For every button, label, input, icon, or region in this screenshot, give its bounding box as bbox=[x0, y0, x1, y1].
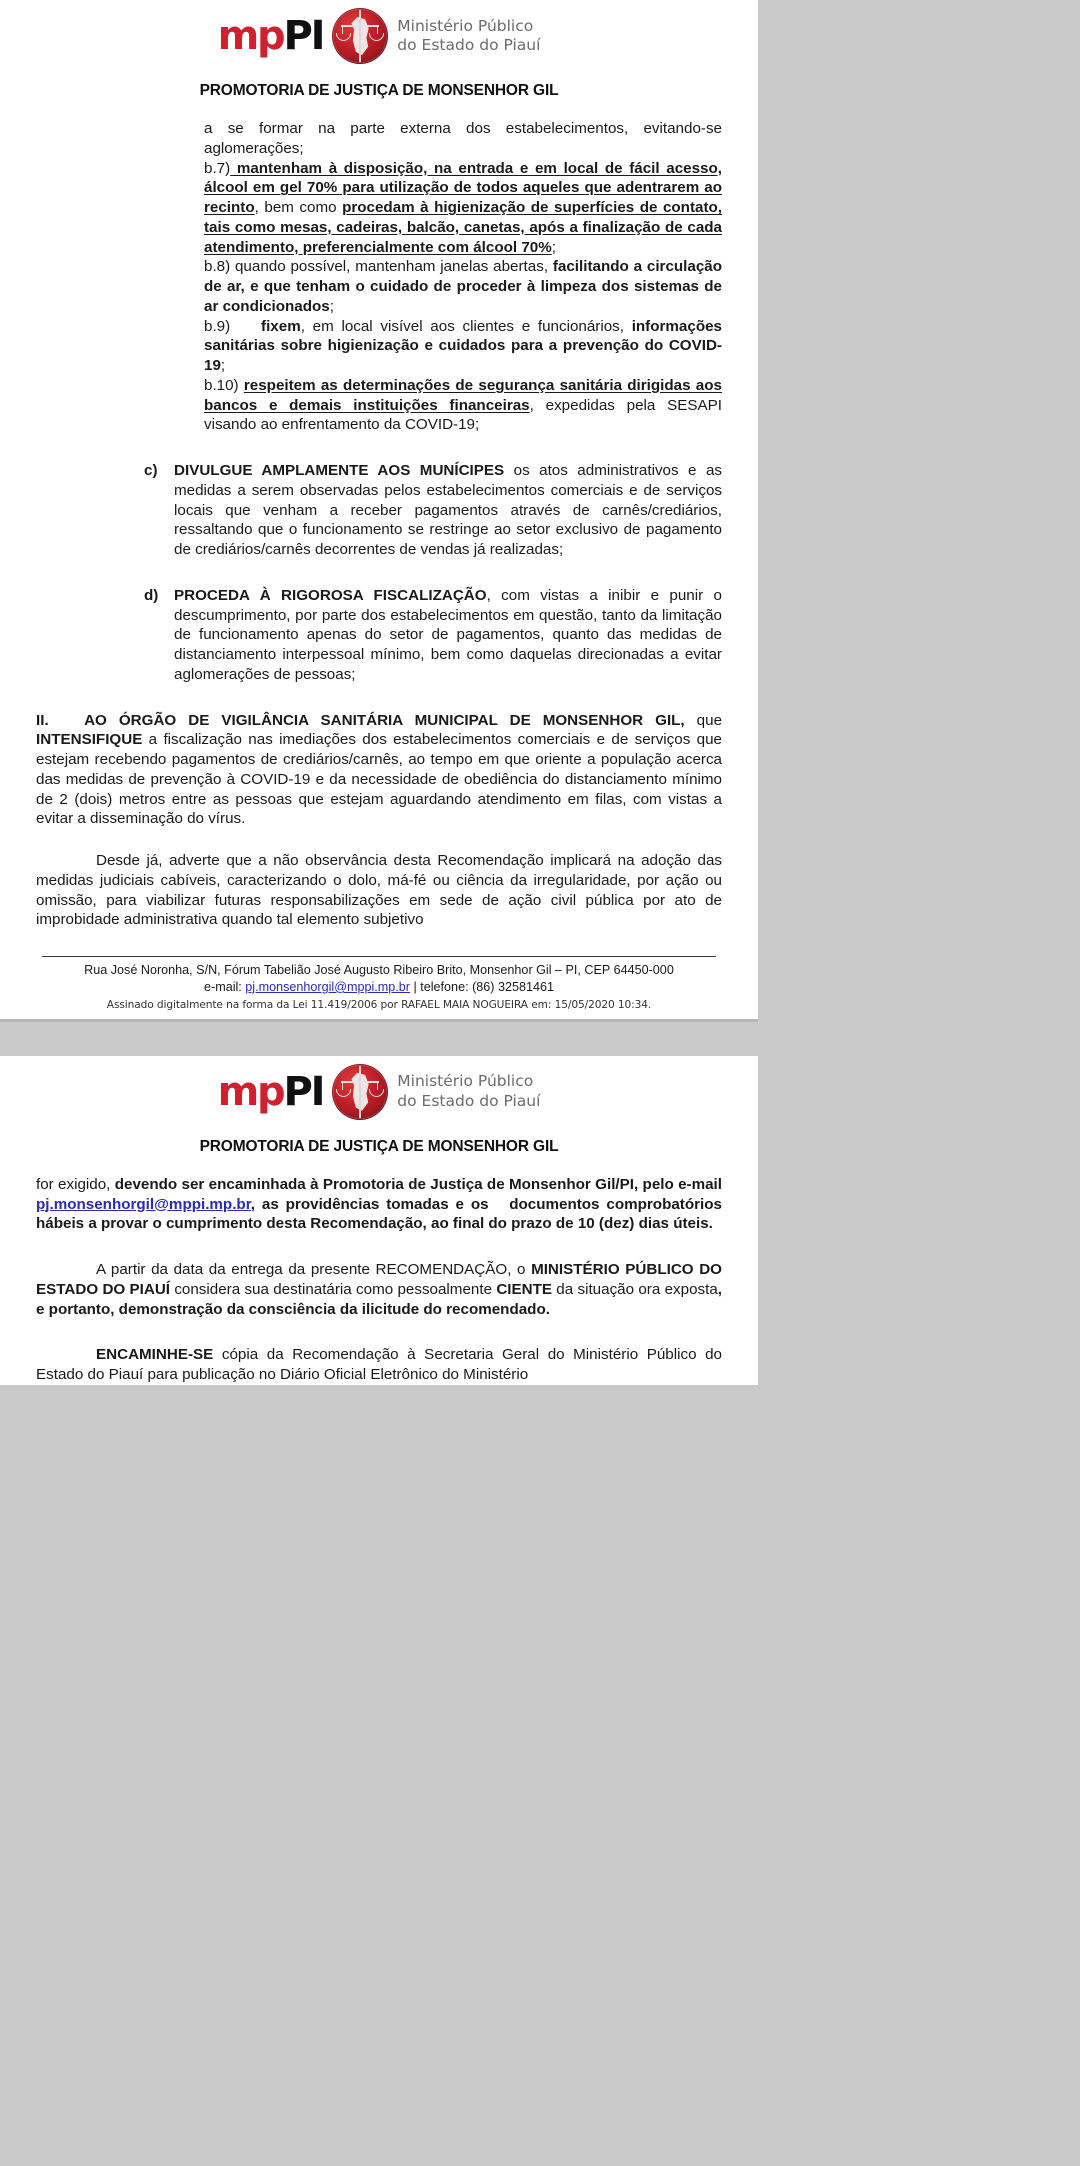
footer-contact bbox=[36, 979, 722, 996]
list-item-b10 bbox=[204, 376, 722, 435]
wordmark-mp: mp bbox=[217, 13, 284, 59]
lettered-item-d-marker: d) bbox=[144, 586, 159, 604]
page2-paragraph-3: ENCAMINHE-SE cópia da Recomendação à Secretaria Geral do Ministério Público do Estado do Piauí para publicação no Diário Oficial Eletrônico do Ministério bbox=[36, 1346, 722, 1383]
wordmark-mp-page2: mp bbox=[217, 1068, 284, 1115]
list-item-b10-marker: b.10) bbox=[204, 376, 239, 394]
wordmark-pi-page2: PI bbox=[283, 1068, 324, 1115]
page2-body bbox=[0, 1156, 758, 1385]
lettered-item-c bbox=[144, 461, 722, 560]
institution-name bbox=[397, 17, 540, 56]
page2-header-title: PROMOTORIA DE JUSTIÇA DE MONSENHOR GIL bbox=[199, 1137, 559, 1155]
emblem-ring-page2 bbox=[333, 1065, 387, 1119]
list-item-b9 bbox=[204, 317, 722, 376]
lettered-item-d-text: PROCEDA À RIGOROSA FISCALIZAÇÃO, com vistas a inibir e punir o descumprimento, por parte dos estabelecimentos em questão, tanto da limitação de funcionamento apenas do setor de pagamentos, quanto das medidas de distanciamento interpessoal mínimo, bem como daquelas direcionadas a evitar aglomerações de pessoas; bbox=[174, 586, 722, 683]
footer-divider bbox=[42, 956, 716, 957]
document-header-page2 bbox=[0, 1056, 758, 1122]
scales-of-justice-emblem-page2 bbox=[332, 1064, 388, 1120]
wordmark-pi: PI bbox=[283, 13, 324, 59]
page1-body bbox=[0, 100, 758, 930]
lettered-item-c-marker: c) bbox=[144, 462, 158, 479]
list-item-b9-text: fixem, em local visível aos clientes e funcionários, informações sanitárias sobre higienização e cuidados para a prevenção do COVID-19; bbox=[204, 317, 722, 374]
page1-header-title: PROMOTORIA DE JUSTIÇA DE MONSENHOR GIL bbox=[199, 82, 559, 99]
emblem-ring bbox=[333, 9, 387, 63]
page2-paragraph-1 bbox=[36, 1175, 722, 1234]
page2-paragraph-2: A partir da data da entrega da presente RECOMENDAÇÃO, o MINISTÉRIO PÚBLICO DO ESTADO DO PIAUÍ considera sua destinatária como pessoalmente CIENTE da situação ora exposta, e portanto, demonstração da consciência da ilicitude do recomendado. bbox=[36, 1261, 723, 1318]
closing-paragraph: Desde já, adverte que a não observância desta Recomendação implicará na adoção das medidas judiciais cabíveis, caracterizando o dolo, má-fé ou ciência da irregularidade, por ação ou omissão, para viabilizar futuras responsabilizações em sede de ação civil pública por ato de improbidade administrativa quando tal elemento subjetivo bbox=[36, 852, 722, 929]
list-item-b8-text: quando possível, mantenham janelas abertas, facilitando a circulação de ar, e que tenham o cuidado de proceder à limpeza dos sistemas de ar condicionados; bbox=[204, 258, 723, 315]
institution-name-page2 bbox=[397, 1072, 540, 1111]
lettered-item-d bbox=[144, 586, 722, 685]
page-separator bbox=[0, 1022, 758, 1056]
page2-paragraph-1-text: devendo ser encaminhada à Promotoria de Justiça de Monsenhor Gil/PI, pelo e-mail pj.monsenhorgil@mppi.mp.br, as providências tomadas e os documentos comprobatórios hábeis a provar o cumprimento desta Recomendação, ao final do prazo de 10 (dez) dias úteis. bbox=[36, 1175, 722, 1233]
institution-line-1: Ministério Público bbox=[397, 16, 534, 35]
institution-line-2: do Estado do Piauí bbox=[397, 36, 541, 54]
mppi-logo bbox=[218, 8, 541, 64]
footer-email-link[interactable]: pj.monsenhorgil@mppi.mp.br bbox=[245, 979, 410, 994]
list-item-b7-marker: b.7) bbox=[204, 159, 231, 177]
document-page-1 bbox=[0, 0, 758, 1019]
list-item-b10-text: respeitem as determinações de segurança sanitária dirigidas aos bancos e demais instituições financeiras, expedidas pela SESAPI visando ao enfrentamento da COVID-19; bbox=[204, 376, 722, 434]
lettered-item-c-text: DIVULGUE AMPLAMENTE AOS MUNÍCIPES os atos administrativos e as medidas a serem observadas pelos estabelecimentos comerciais e de serviços locais que venham a receber pagamentos através de carnês/crediários, ressaltando que o funcionamento se restringe ao setor exclusivo de pagamento de crediários/carnês decorrentes de vendas já realizadas; bbox=[174, 462, 722, 558]
document-header bbox=[0, 0, 758, 66]
footer-phone: | telefone: (86) 32581461 bbox=[409, 979, 554, 994]
footer-email-label: e-mail: bbox=[204, 979, 246, 994]
mppi-wordmark-page2 bbox=[217, 1068, 324, 1115]
document-page-2 bbox=[0, 1056, 758, 1385]
page1-footer bbox=[0, 956, 758, 1019]
page2-paragraph-1-prefix: for exigido, bbox=[36, 1175, 115, 1193]
digital-signature-note: Assinado digitalmente na forma da Lei 11.419/2006 por RAFAEL MAIA NOGUEIRA em: 15/05/2020 10:34. bbox=[106, 998, 652, 1011]
institution-line-2-page2: do Estado do Piauí bbox=[397, 1091, 541, 1110]
institution-line-1-page2: Ministério Público bbox=[397, 1072, 534, 1091]
list-item-b8 bbox=[204, 257, 722, 316]
footer-address: Rua José Noronha, S/N, Fórum Tabelião José Augusto Ribeiro Brito, Monsenhor Gil – PI, CEP 64450-000 bbox=[84, 963, 674, 977]
scales-of-justice-emblem bbox=[332, 8, 388, 64]
page-scrollbar[interactable] bbox=[1069, 0, 1080, 1385]
continuation-paragraph: a se formar na parte externa dos estabelecimentos, evitando-se aglomerações; bbox=[204, 120, 722, 157]
list-item-b8-marker: b.8) bbox=[204, 258, 231, 276]
list-item-b7 bbox=[204, 159, 722, 258]
list-item-b9-marker: b.9) bbox=[204, 317, 231, 335]
section-II-paragraph: II. AO ÓRGÃO DE VIGILÂNCIA SANITÁRIA MUNICIPAL DE MONSENHOR GIL, que INTENSIFIQUE a fiscalização nas imediações dos estabelecimentos comerciais e de serviços que estejam recebendo pagamentos de crediários/carnês, ao tempo em que oriente a população acerca das medidas de prevenção à COVID-19 e da necessidade de obediência do distanciamento mínimo de 2 (dois) metros entre as pessoas que estejam aguardando atendimento em filas, com vistas a evitar a disseminação do vírus. bbox=[36, 711, 723, 828]
list-item-b7-text: mantenham à disposição, na entrada e em local de fácil acesso, álcool em gel 70% para utilização de todos aqueles que adentrarem ao recinto, bem como procedam à higienização de superfícies de contato, tais como mesas, cadeiras, balcão, canetas, após a finalização de cada atendimento, preferencialmente com álcool 70%; bbox=[204, 159, 723, 256]
mppi-logo-page2 bbox=[218, 1064, 541, 1120]
mppi-wordmark bbox=[217, 13, 324, 59]
